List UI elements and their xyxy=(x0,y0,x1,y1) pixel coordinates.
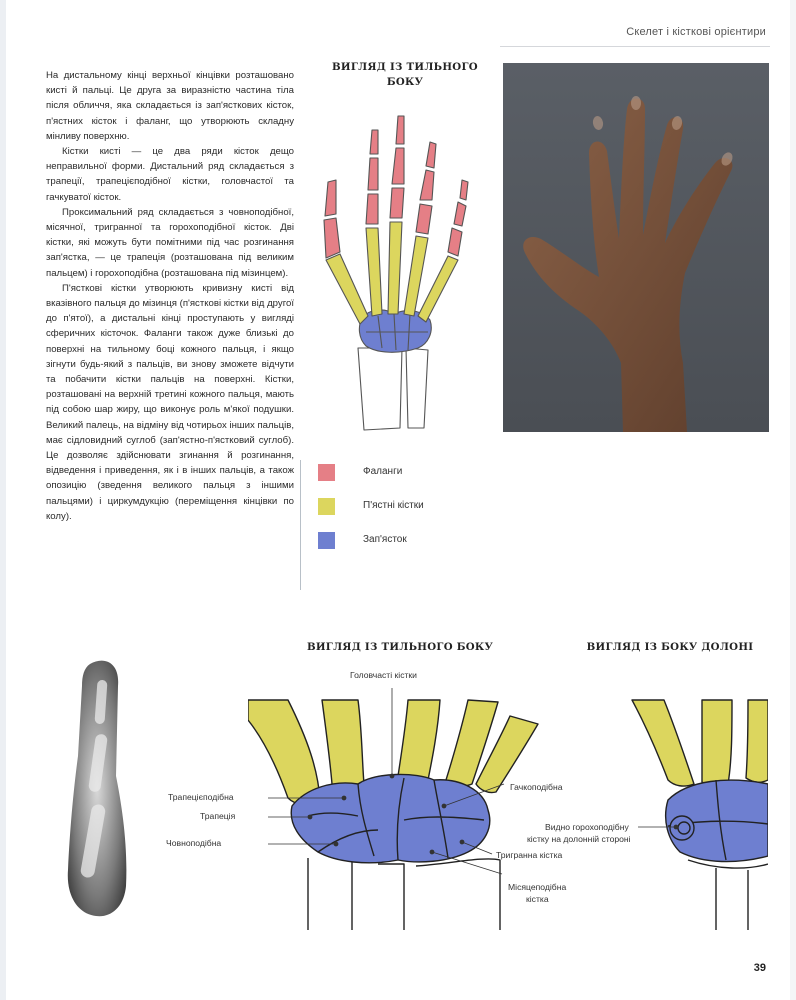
caption-dorsal-view: ВИГЛЯД ІЗ ТИЛЬНОГО БОКУ xyxy=(306,641,494,653)
label-scaphoid: Човноподібна xyxy=(166,838,222,848)
hand-skeleton-illustration xyxy=(320,110,482,440)
label-lunate-line2: кістка xyxy=(526,894,549,904)
carpal-detail-diagram xyxy=(248,680,768,930)
legend-swatch-carpus xyxy=(318,532,335,549)
legend-label-carpus: Зап'ясток xyxy=(363,534,407,545)
legend-swatch-metacarpals xyxy=(318,498,335,515)
label-triquetrum: Тригранна кістка xyxy=(496,850,563,860)
body-text xyxy=(46,68,294,524)
paragraph-3: Проксимальний ряд складається з човноподібної, місячної, тригранної та горохоподібної кісток. Дві кістки, які можуть бути помітними під час розгинання зап'ястка, — це трапеція (розташована під великим пальцем) і горохоподібна (розташована під мізинцем). xyxy=(46,206,294,279)
page-number: 39 xyxy=(753,962,766,974)
label-lunate-line1: Місяцеподібна xyxy=(508,882,567,892)
label-pisiform-line2: кістку на долонній стороні xyxy=(527,834,631,844)
paragraph-1: На дистальному кінці верхньої кінцівки розташовано кисті й пальці. Це друга за виразністю частина тіла після обличчя, яка складається із зап'ясткових кісток, п'ястних кісток і фаланг, що утворюють складну мінливу поверхню. xyxy=(46,70,294,142)
legend-divider xyxy=(300,460,301,590)
legend-label-phalanges: Фаланги xyxy=(363,466,403,477)
header-rule xyxy=(500,46,770,47)
running-head: Скелет і кісткові орієнтири xyxy=(626,26,766,38)
page-edge-left xyxy=(0,0,6,1000)
hand-photo xyxy=(503,63,769,432)
figure-caption-dorsal-top: ВИГЛЯД ІЗ ТИЛЬНОГО БОКУ xyxy=(332,61,478,88)
label-trapezium: Трапеція xyxy=(200,811,236,821)
label-trapezoid: Трапецієподібна xyxy=(168,792,234,802)
label-pisiform-line1: Видно горохоподібну xyxy=(545,822,629,832)
legend-label-metacarpals: П'ястні кістки xyxy=(363,500,424,511)
caption-palmar-view: ВИГЛЯД ІЗ БОКУ ДОЛОНІ xyxy=(586,641,754,653)
paragraph-2: Кістки кисті — це два ряди кісток дещо неправильної форми. Дистальний ряд складається з трапеції, трапецієподібної кістки, головчастої та гачкуватої кісток. xyxy=(46,146,294,203)
legend-swatch-phalanges xyxy=(318,464,335,481)
label-hamate: Гачкоподібна xyxy=(510,782,563,792)
page-edge-right xyxy=(790,0,796,1000)
paragraph-4: П'ясткові кістки утворюють кривизну кисті від вказівного пальця до мізинця (п'ясткові кістки від другої до п'ятої), а дистальні кінці проступають у вигляді сферичних кісточок. Фаланги також дуже близькі до поверхні на тильному боці кожного пальця, і якщо зігнути будь-який з пальців, ви знову зможете відчути та побачити кістки пальців на поверхні. Кістки, розташовані на верхній третині кожного пальця, мають під собою шар жиру, що виконує роль м'якої подушки. Великий палець, на відміну від чотирьох інших пальців, має сідловидний суглоб (зап'ястно-п'ястковий суглоб). Це дозволяє здійснювати згинання й розгинання, відведення і приведення, як і в інших пальців, а також опозицію (зведення великого пальця з іншими пальцями) і циркумдукцію (переміщення кінцівки по колу). xyxy=(46,282,294,522)
label-capitate: Головчасті кістки xyxy=(350,670,417,680)
finger-xray-image xyxy=(56,656,140,920)
